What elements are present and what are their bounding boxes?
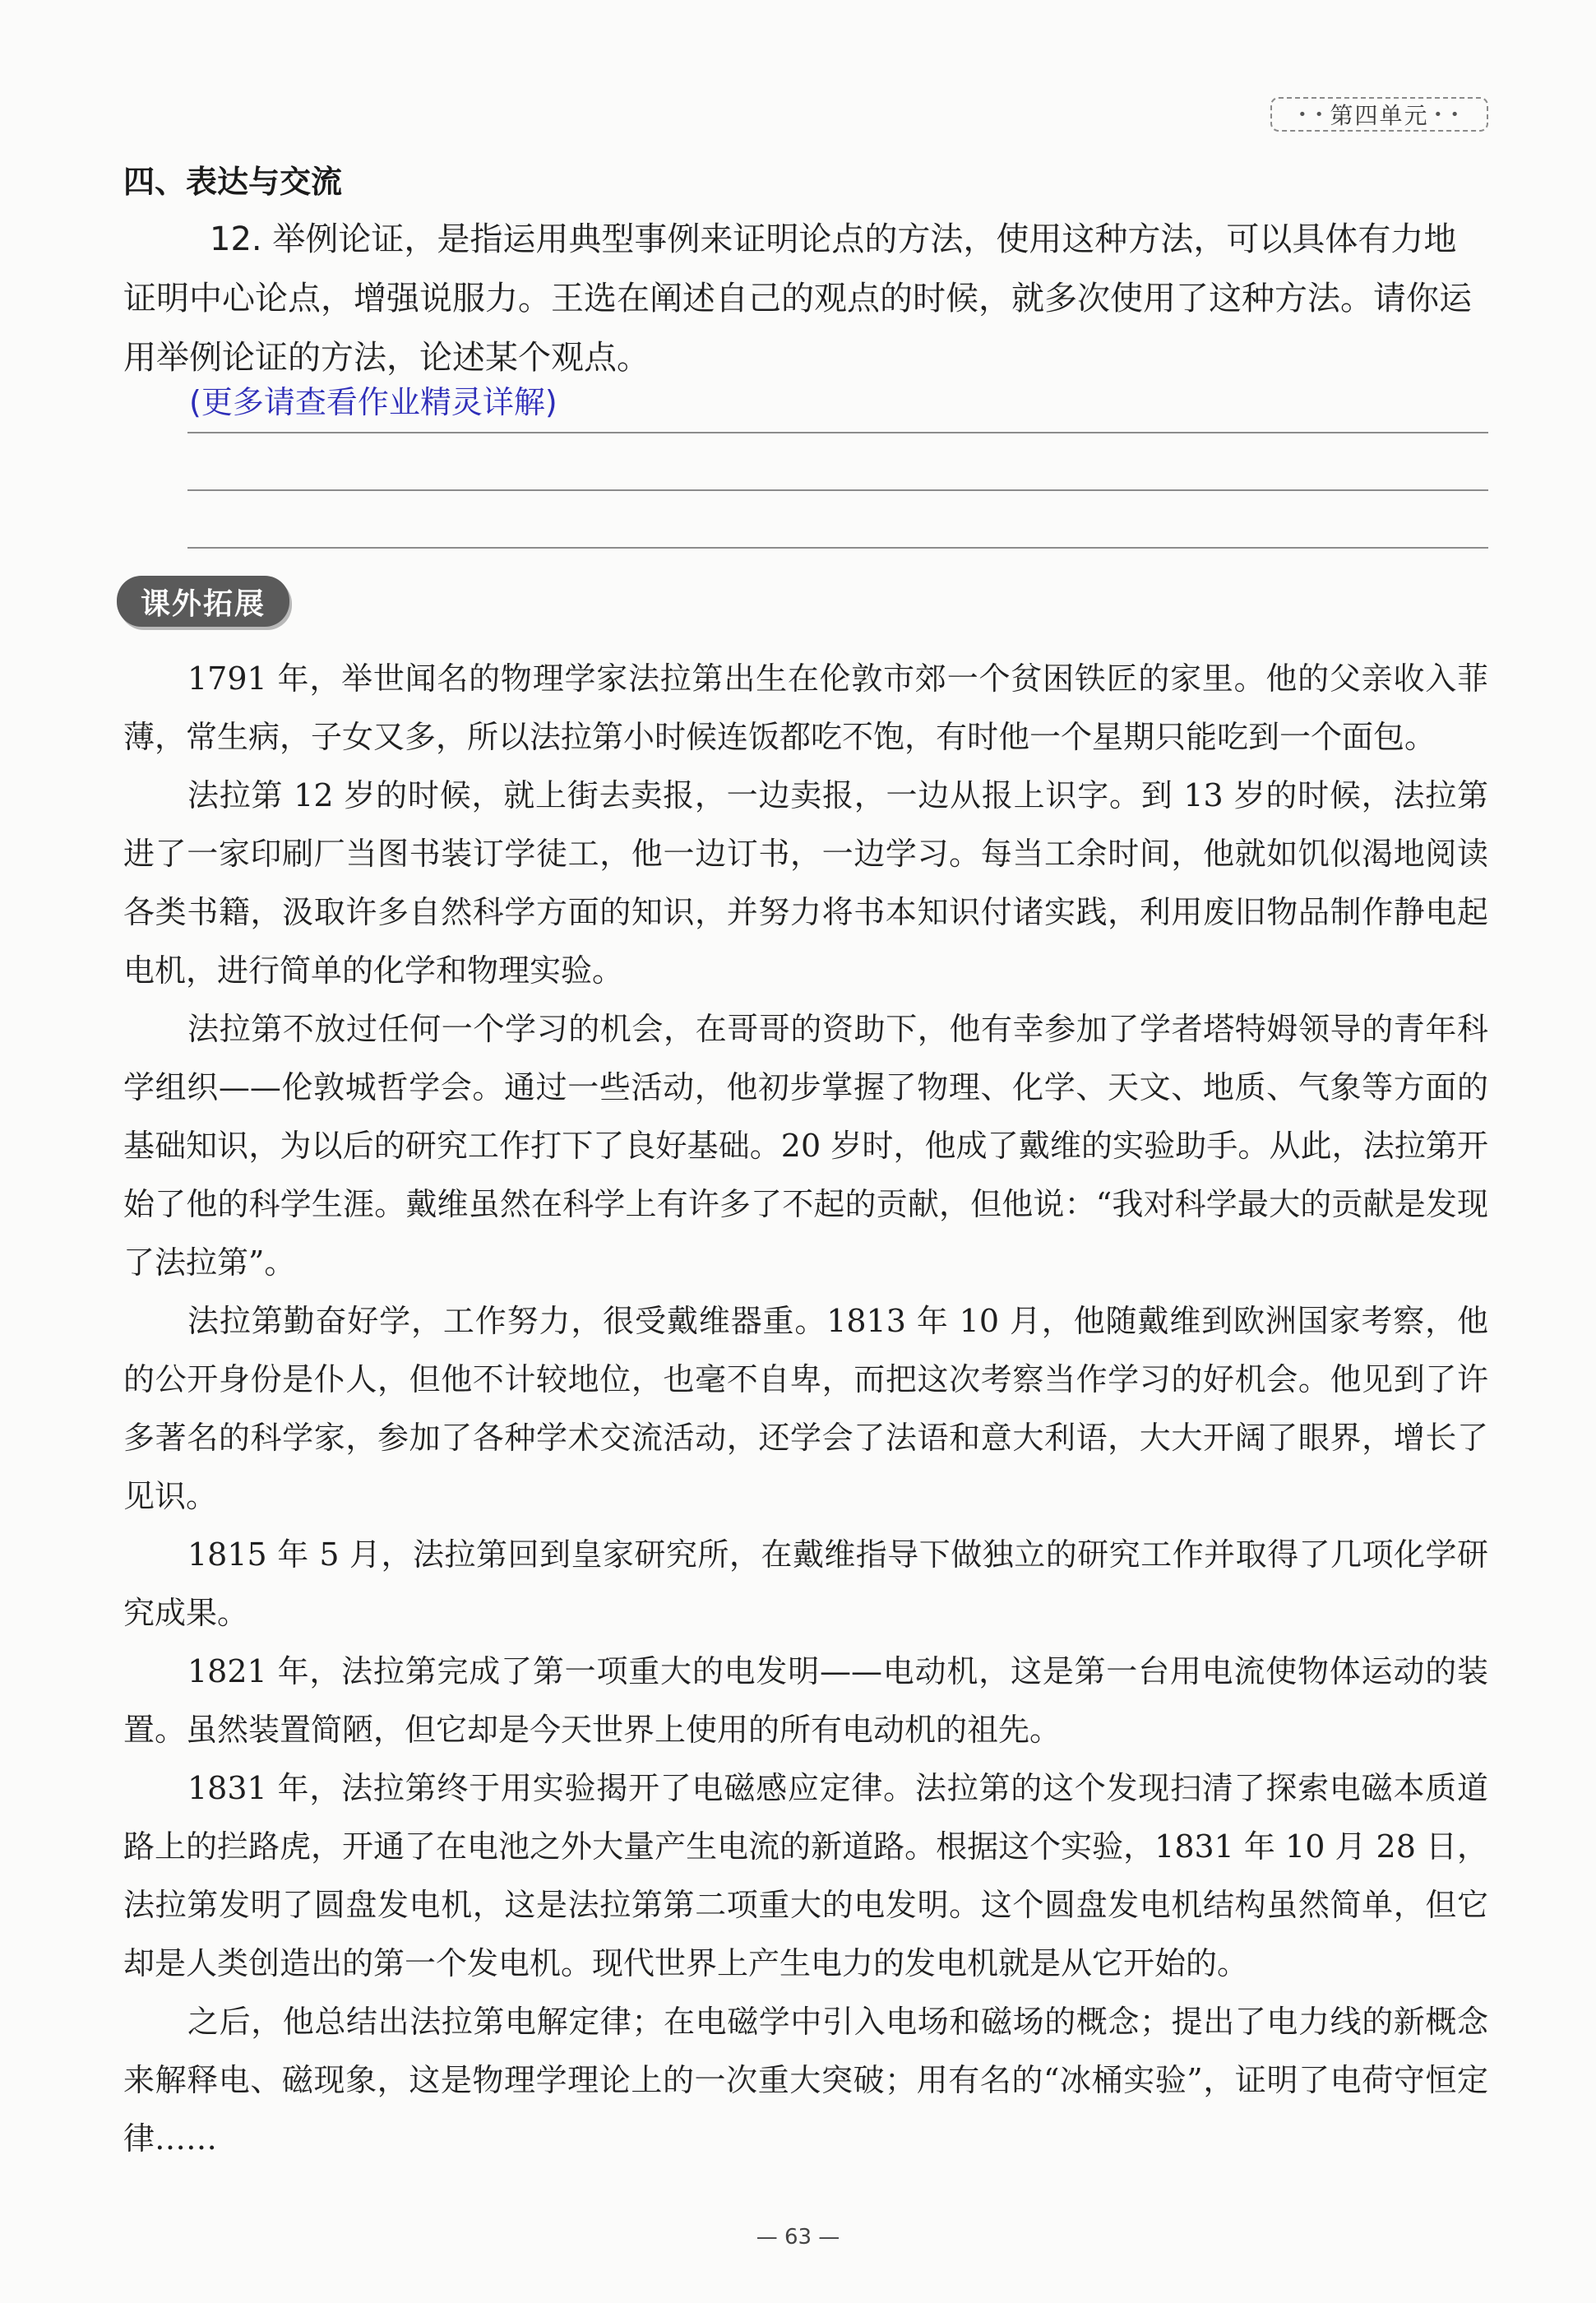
article-paragraph: 1821 年，法拉第完成了第一项重大的电发明——电动机，这是第一台用电流使物体运动的装置。虽然装置简陋，但它却是今天世界上使用的所有电动机的祖先。 [123,1653,1488,1748]
section-title: 四、表达与交流 [123,164,343,200]
article [123,650,1488,2168]
article-paragraph: 1791 年，举世闻名的物理学家法拉第出生在伦敦市郊一个贫困铁匠的家里。他的父亲收入菲薄，常生病，子女又多，所以法拉第小时候连饭都吃不饱，有时他一个星期只能吃到一个面包。 [123,660,1488,755]
answer-line[interactable] [187,432,1488,433]
article-paragraph: 法拉第不放过任何一个学习的机会，在哥哥的资助下，他有幸参加了学者塔特姆领导的青年科学组织——伦敦城哲学会。通过一些活动，他初步掌握了物理、化学、天文、地质、气象等方面的基础知识，为以后的研究工作打下了良好基础。20 岁时，他成了戴维的实验助手。从此，法拉第开始了他的科学生涯。戴维虽然在科学上有许多了不起的贡献，但他说：“我对科学最大的贡献是发现了法拉第”。 [123,1011,1488,1281]
unit-label [1270,97,1488,132]
dots-right-icon: • • [1433,105,1461,123]
answer-line[interactable] [187,547,1488,549]
question-text: 12. 举例论证，是指运用典型事例来证明论点的方法，使用这种方法，可以具体有力地证明中心论点，增强说服力。王选在阐述自己的观点的时候，就多次使用了这种方法。请你运用举例论证的方法，论述某个观点。 [123,220,1472,377]
page-number: — 63 — [756,2225,840,2250]
article-paragraph: 1831 年，法拉第终于用实验揭开了电磁感应定律。法拉第的这个发现扫清了探索电磁本质道路上的拦路虎，开通了在电池之外大量产生电流的新道路。根据这个实验，1831 年 10 月 28 日，法拉第发明了圆盘发电机，这是法拉第第二项重大的电发明。这个圆盘发电机结构虽然简单，但它却是人类创造出的第一个发电机。现代世界上产生电力的发电机就是从它开始的。 [123,1770,1488,1981]
article-paragraph: 法拉第勤奋好学，工作努力，很受戴维器重。1813 年 10 月，他随戴维到欧洲国家考察，他的公开身份是仆人，但他不计较地位，也毫不自卑，而把这次考察当作学习的好机会。他见到了许多著名的科学家，参加了各种学术交流活动，还学会了法语和意大利语，大大开阔了眼界，增长了见识。 [123,1303,1488,1514]
article-paragraph: 之后，他总结出法拉第电解定律；在电磁学中引入电场和磁场的概念；提出了电力线的新概念来解释电、磁现象，这是物理学理论上的一次重大突破；用有名的“冰桶实验”，证明了电荷守恒定律…… [123,2004,1488,2157]
dots-left-icon: • • [1298,105,1325,123]
article-paragraph: 1815 年 5 月，法拉第回到皇家研究所，在戴维指导下做独立的研究工作并取得了几项化学研究成果。 [123,1536,1488,1631]
more-details-link[interactable]: (更多请查看作业精灵详解) [189,384,557,420]
extension-badge: 课外拓展 [117,576,289,627]
unit-label-text: 第四单元 [1330,102,1429,129]
answer-line[interactable] [187,489,1488,491]
article-paragraph: 法拉第 12 岁的时候，就上街去卖报，一边卖报，一边从报上识字。到 13 岁的时候，法拉第进了一家印刷厂当图书装订学徒工，他一边订书，一边学习。每当工余时间，他就如饥似渴地阅读各类书籍，汲取许多自然科学方面的知识，并努力将书本知识付诸实践，利用废旧物品制作静电起电机，进行简单的化学和物理实验。 [123,777,1488,989]
